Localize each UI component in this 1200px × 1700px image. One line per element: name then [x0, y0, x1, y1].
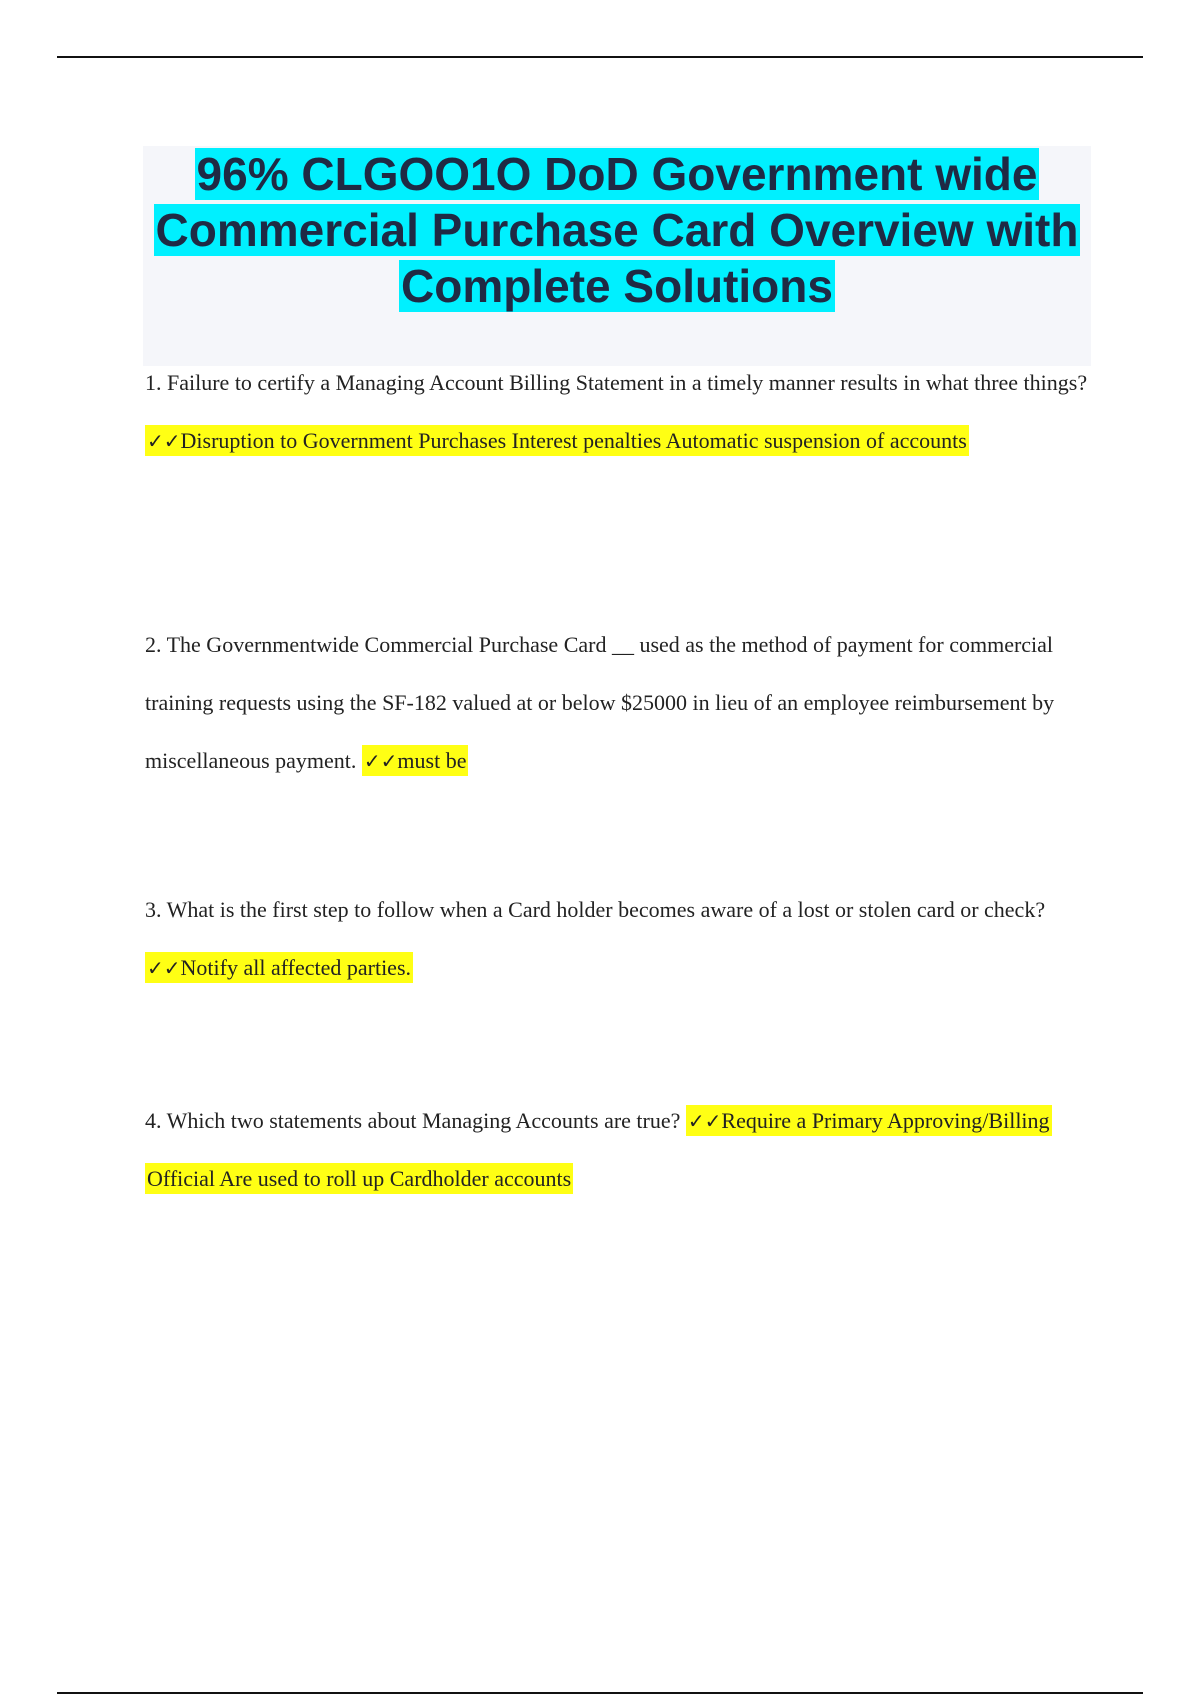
double-check-icon: ✓✓	[363, 749, 398, 773]
double-check-icon: ✓✓	[147, 429, 181, 453]
answer-text: Require a Primary Approving/Billing Official Are used to roll up Cardholder accounts	[147, 1108, 1050, 1191]
answer-text: must be	[397, 748, 467, 773]
answer-text: Disruption to Government Purchases Interest penalties Automatic suspension of accounts	[180, 428, 967, 453]
double-check-icon: ✓✓	[147, 956, 181, 980]
title-block	[143, 146, 1091, 366]
question-2	[145, 616, 1090, 790]
double-check-icon: ✓✓	[687, 1109, 722, 1133]
question-1	[145, 354, 1090, 470]
question-text: 3. What is the first step to follow when a Card holder becomes aware of a lost or stolen card or check?	[145, 897, 1046, 922]
answer-highlight	[145, 425, 969, 456]
question-text: 1. Failure to certify a Managing Account Billing Statement in a timely manner results in what three things?	[145, 370, 1088, 395]
answer-highlight	[362, 745, 469, 776]
document-title: 96% CLGOO1O DoD Government wide Commercial Purchase Card Overview with Complete Solutions	[155, 148, 1079, 312]
bottom-rule	[57, 1692, 1143, 1694]
answer-highlight	[145, 952, 413, 983]
top-rule	[57, 56, 1143, 58]
question-3	[145, 881, 1090, 997]
question-4	[145, 1092, 1090, 1208]
answer-text: Notify all affected parties.	[180, 955, 412, 980]
question-text: 4. Which two statements about Managing Accounts are true?	[145, 1108, 681, 1133]
question-text: 2. The Governmentwide Commercial Purchase Card __ used as the method of payment for commercial training requests using the SF-182 valued at or below $25000 in lieu of an employee reimbursement by miscellaneous payment.	[145, 632, 1055, 773]
